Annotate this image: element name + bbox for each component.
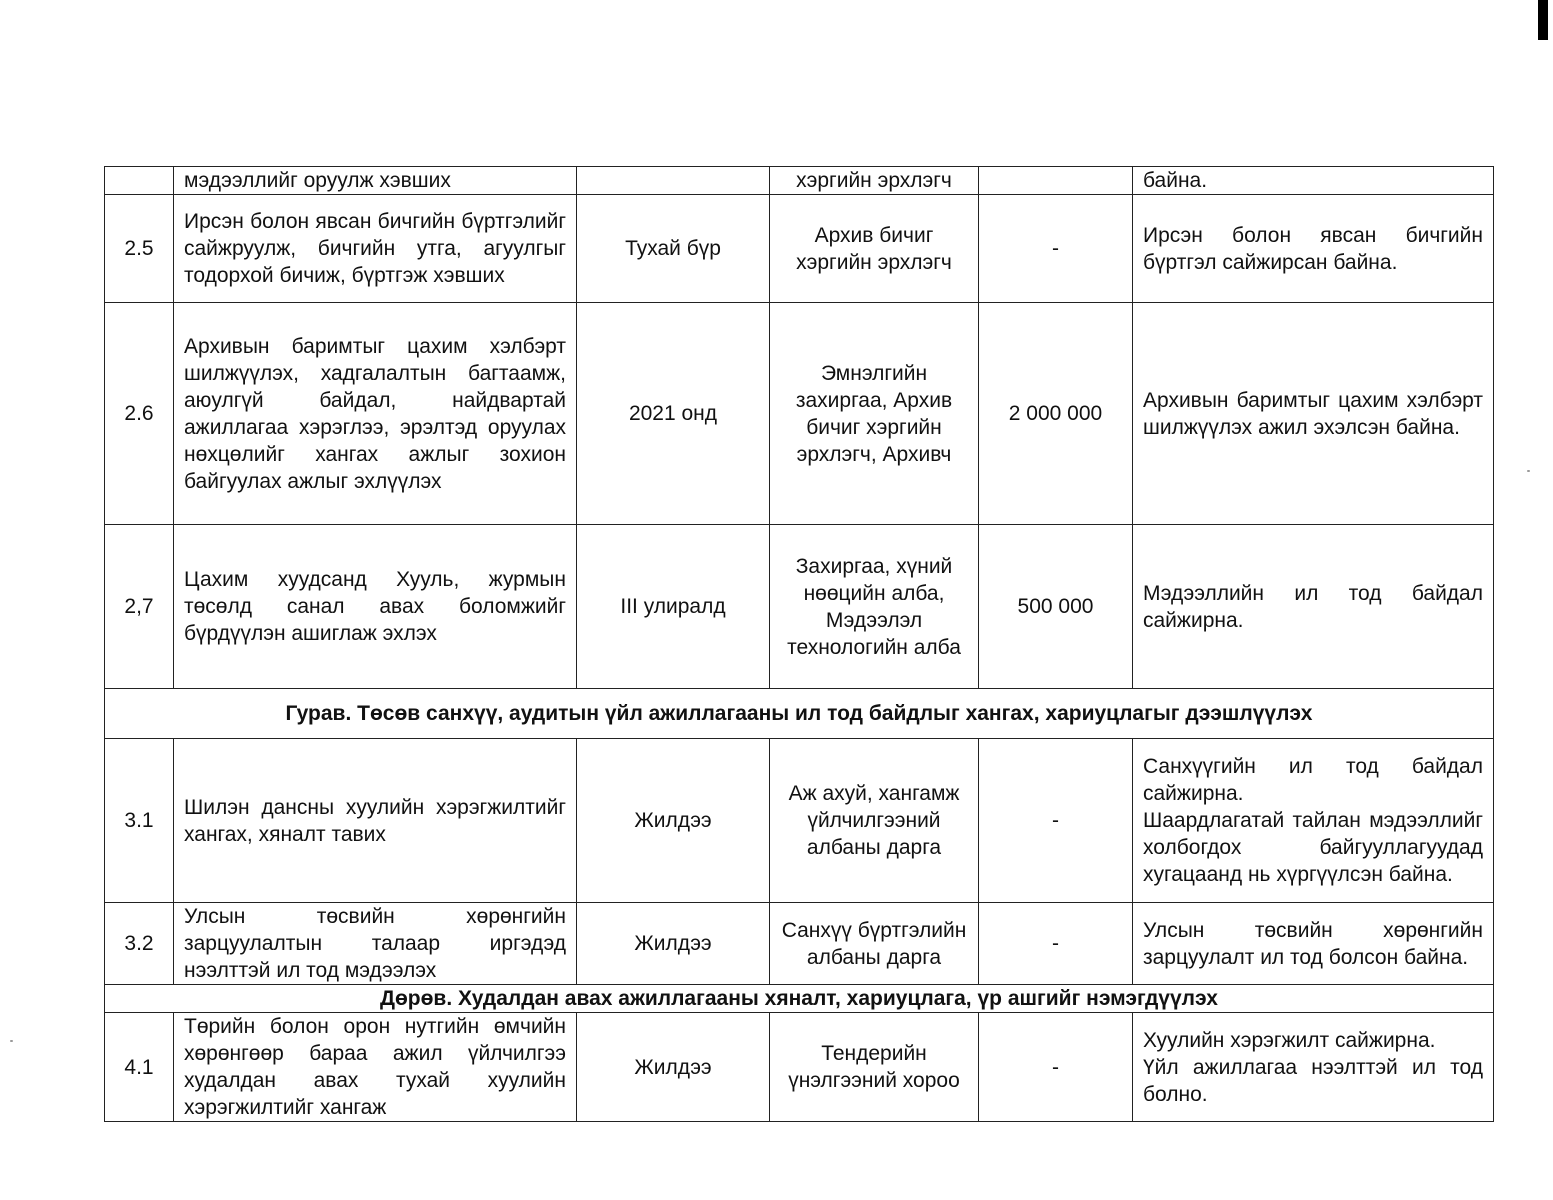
timeframe-cell: Жилдээ xyxy=(577,739,770,903)
budget-cell: 2 000 000 xyxy=(979,303,1133,525)
row-number: 2.6 xyxy=(105,303,174,525)
outcome-line: Санхүүгийн ил тод байдал сайжирна. xyxy=(1143,755,1483,805)
row-number: 2,7 xyxy=(105,525,174,689)
section-heading: Гурав. Төсөв санхүү, аудитын үйл ажиллагааны ил тод байдлыг хангах, хариуцлагыг дээшлүүлэх xyxy=(105,689,1494,739)
activity-cell: Улсын төсвийн хөрөнгийн зарцуулалтын талаар иргэдэд нээлттэй ил тод мэдээлэх xyxy=(174,903,577,985)
responsible-cell: хэргийн эрхлэгч xyxy=(770,167,979,195)
timeframe-cell xyxy=(577,167,770,195)
responsible-cell: Захиргаа, хүний нөөцийн алба, Мэдээлэл технологийн алба xyxy=(770,525,979,689)
row-number: 2.5 xyxy=(105,195,174,303)
scan-speck xyxy=(1527,470,1530,472)
table-row xyxy=(105,167,1494,195)
timeframe-cell: 2021 онд xyxy=(577,303,770,525)
section-heading: Дөрөв. Худалдан авах ажиллагааны хяналт, хариуцлага, үр ашгийг нэмэгдүүлэх xyxy=(105,985,1494,1013)
outcome-cell: Ирсэн болон явсан бичгийн бүртгэл сайжирсан байна. xyxy=(1133,195,1494,303)
table-row xyxy=(105,525,1494,689)
row-number xyxy=(105,167,174,195)
action-plan-table xyxy=(104,166,1494,1122)
outcome-cell: Улсын төсвийн хөрөнгийн зарцуулалт ил тод болсон байна. xyxy=(1133,903,1494,985)
section-heading-row xyxy=(105,689,1494,739)
outcome-cell: Архивын баримтыг цахим хэлбэрт шилжүүлэх ажил эхэлсэн байна. xyxy=(1133,303,1494,525)
table-row xyxy=(105,195,1494,303)
timeframe-cell: Жилдээ xyxy=(577,903,770,985)
responsible-cell: Аж ахуй, хангамж үйлчилгээний албаны дарга xyxy=(770,739,979,903)
table-row xyxy=(105,739,1494,903)
activity-cell: Ирсэн болон явсан бичгийн бүртгэлийг сайжруулж, бичгийн утга, агуулгыг тодорхой бичиж, бүртгэж хэвших xyxy=(174,195,577,303)
row-number: 3.1 xyxy=(105,739,174,903)
activity-cell: Шилэн дансны хуулийн хэрэгжилтийг хангах, хяналт тавих xyxy=(174,739,577,903)
activity-cell: Архивын баримтыг цахим хэлбэрт шилжүүлэх, хадгалалтын багтаамж, аюулгүй байдал, найдвартай ажиллагаа хэрэглээ, эрэлтэд оруулах нөхцөлийг хангах ажлыг зохион байгуулах ажлыг эхлүүлэх xyxy=(174,303,577,525)
outcome-line: Үйл ажиллагаа нээлттэй ил тод болно. xyxy=(1143,1055,1483,1106)
table-row xyxy=(105,903,1494,985)
outcome-line: Хуулийн хэрэгжилт сайжирна. xyxy=(1143,1028,1436,1052)
outcome-cell xyxy=(1133,1013,1494,1122)
budget-cell: 500 000 xyxy=(979,525,1133,689)
budget-cell: - xyxy=(979,903,1133,985)
row-number: 3.2 xyxy=(105,903,174,985)
scan-speck xyxy=(10,1040,13,1042)
table-row xyxy=(105,303,1494,525)
section-heading-row xyxy=(105,985,1494,1013)
timeframe-cell: III улиралд xyxy=(577,525,770,689)
activity-cell: мэдээллийг оруулж хэвших xyxy=(174,167,577,195)
responsible-cell: Санхүү бүртгэлийн албаны дарга xyxy=(770,903,979,985)
timeframe-cell: Тухай бүр xyxy=(577,195,770,303)
outcome-cell: байна. xyxy=(1133,167,1494,195)
outcome-line: Шаардлагатай тайлан мэдээллийг холбогдох байгууллагуудад хугацаанд нь хүргүүлсэн байна. xyxy=(1143,809,1483,886)
responsible-cell: Тендерийн үнэлгээний хороо xyxy=(770,1013,979,1122)
budget-cell: - xyxy=(979,1013,1133,1122)
outcome-cell xyxy=(1133,739,1494,903)
outcome-cell: Мэдээллийн ил тод байдал сайжирна. xyxy=(1133,525,1494,689)
activity-cell: Цахим хуудсанд Хууль, журмын төсөлд санал авах боломжийг бүрдүүлэн ашиглаж эхлэх xyxy=(174,525,577,689)
activity-cell: Төрийн болон орон нутгийн өмчийн хөрөнгөөр бараа ажил үйлчилгээ худалдан авах тухай хуулийн хэрэгжилтийг хангаж xyxy=(174,1013,577,1122)
budget-cell xyxy=(979,167,1133,195)
row-number: 4.1 xyxy=(105,1013,174,1122)
budget-cell: - xyxy=(979,195,1133,303)
scan-edge-mark xyxy=(1538,0,1548,40)
responsible-cell: Эмнэлгийн захиргаа, Архив бичиг хэргийн эрхлэгч, Архивч xyxy=(770,303,979,525)
budget-cell: - xyxy=(979,739,1133,903)
table-row xyxy=(105,1013,1494,1122)
responsible-cell: Архив бичиг хэргийн эрхлэгч xyxy=(770,195,979,303)
timeframe-cell: Жилдээ xyxy=(577,1013,770,1122)
